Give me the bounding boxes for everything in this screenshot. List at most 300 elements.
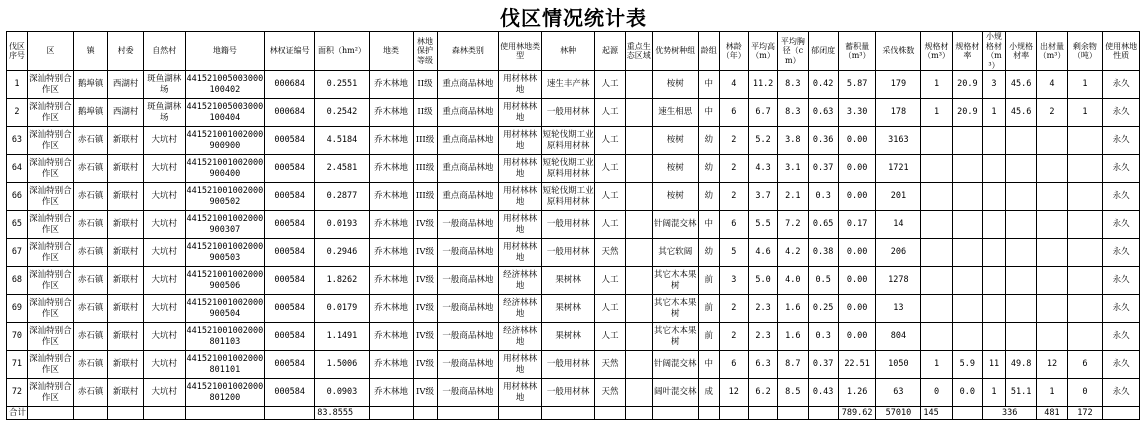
table-cell: 赤石镇 [73,155,107,183]
table-cell: 000584 [265,323,315,351]
table-cell: 3.1 [778,155,808,183]
column-header: 伐区序号 [7,32,28,71]
header-row [7,32,1140,71]
column-header: 重点生态区域 [625,32,652,71]
table-cell: 大坑村 [143,211,185,239]
total-output: 481 [1037,407,1067,420]
table-cell: III级 [413,127,437,155]
table-cell [625,379,652,407]
column-header: 规格材（m³） [921,32,952,71]
table-cell [983,127,1006,155]
table-cell: 20.9 [952,99,982,127]
table-row [7,323,1140,351]
table-cell: 赤石镇 [73,295,107,323]
table-cell: 用材林林地 [499,127,542,155]
table-row [7,295,1140,323]
column-header: 使用林地性质 [1103,32,1140,71]
table-cell [625,323,652,351]
column-header: 郁闭度 [808,32,838,71]
table-cell [1005,267,1036,295]
table-cell: 一般商品林地 [437,239,499,267]
table-cell: 11 [983,351,1006,379]
table-row [7,127,1140,155]
table-cell: 新联村 [108,183,144,211]
table-cell: 针阔混交林 [652,351,698,379]
table-cell: 1.6 [778,295,808,323]
table-cell: 用材林林地 [499,351,542,379]
table-cell: 乔木林地 [369,99,413,127]
table-cell [1037,323,1067,351]
total-label: 合计 [7,407,28,420]
table-cell: 桉树 [652,71,698,99]
table-cell [1067,239,1103,267]
table-cell: 0.2551 [315,71,369,99]
table-cell: 0.00 [838,295,876,323]
table-cell: 永久 [1103,239,1140,267]
table-cell: 乔木林地 [369,155,413,183]
total-stems: 57010 [876,407,921,420]
table-cell: 0.43 [808,379,838,407]
table-cell: 赤石镇 [73,211,107,239]
table-cell: 6.7 [748,99,777,127]
table-cell: 72 [7,379,28,407]
table-cell [983,155,1006,183]
table-cell: 前 [698,323,719,351]
table-cell: 其它木本果树 [652,295,698,323]
table-cell: 441521001002000900504 [185,295,264,323]
table-cell: 深汕特别合作区 [27,379,73,407]
table-cell: 果树林 [542,267,595,295]
table-cell: 桉树 [652,127,698,155]
table-cell: 68 [7,267,28,295]
table-cell: 4.6 [748,239,777,267]
table-cell: 65 [7,211,28,239]
table-cell: 用材林林地 [499,379,542,407]
table-cell: 000584 [265,379,315,407]
table-cell: 果树林 [542,295,595,323]
column-header: 采伐株数 [876,32,921,71]
table-cell: 1 [1067,71,1103,99]
table-cell [1005,323,1036,351]
table-cell: 45.6 [1005,71,1036,99]
table-cell: 1 [1067,99,1103,127]
table-cell: 一般商品林地 [437,295,499,323]
table-cell: 永久 [1103,127,1140,155]
table-cell: 8.3 [778,71,808,99]
table-cell: 人工 [595,295,625,323]
table-cell [952,183,982,211]
column-header: 优势树种组 [652,32,698,71]
table-cell [1005,183,1036,211]
table-cell: 5.0 [748,267,777,295]
table-cell: 000684 [265,71,315,99]
table-cell: 4.0 [778,267,808,295]
table-cell: 乔木林地 [369,379,413,407]
table-cell: 3 [983,71,1006,99]
table-cell: 4.5184 [315,127,369,155]
page-title: 伐区情况统计表 [500,6,647,30]
table-cell: 69 [7,295,28,323]
table-cell: 0.63 [808,99,838,127]
table-cell: 1721 [876,155,921,183]
table-cell: 中 [698,99,719,127]
table-cell: 1 [983,99,1006,127]
table-cell [625,71,652,99]
table-cell: 其它木本果树 [652,323,698,351]
table-cell: 2 [719,155,748,183]
table-cell [952,239,982,267]
table-cell: 中 [698,211,719,239]
table-cell: 新联村 [108,295,144,323]
table-cell: 深汕特别合作区 [27,323,73,351]
table-cell [1005,239,1036,267]
table-cell: 永久 [1103,155,1140,183]
column-header: 镇 [73,32,107,71]
table-cell: 大坑村 [143,295,185,323]
column-header: 地籍号 [185,32,264,71]
table-cell: 441521001002000900307 [185,211,264,239]
column-header: 使用林地类型 [499,32,542,71]
table-cell: 0.2946 [315,239,369,267]
table-row [7,71,1140,99]
column-header: 林地保护等级 [413,32,437,71]
table-cell: 一般商品林地 [437,379,499,407]
table-cell: 幼 [698,127,719,155]
table-cell: 中 [698,71,719,99]
table-cell: 用材林林地 [499,211,542,239]
table-cell: 深汕特别合作区 [27,211,73,239]
table-cell: 大坑村 [143,323,185,351]
table-cell: 2 [719,323,748,351]
table-cell: 大坑村 [143,127,185,155]
table-cell: 用材林林地 [499,99,542,127]
table-cell: 0.2877 [315,183,369,211]
table-cell: 441521001002000900400 [185,155,264,183]
total-volume: 789.62 [838,407,876,420]
table-cell: 1.26 [838,379,876,407]
table-cell: 重点商品林地 [437,99,499,127]
table-cell: 其它木本果树 [652,267,698,295]
table-cell: 0.37 [808,155,838,183]
total-residue: 172 [1067,407,1103,420]
table-cell: 乔木林地 [369,267,413,295]
table-cell: 179 [876,71,921,99]
table-cell: 1.5006 [315,351,369,379]
table-cell: 赤石镇 [73,183,107,211]
table-cell [921,323,952,351]
table-cell: 178 [876,99,921,127]
table-cell: 000584 [265,211,315,239]
table-cell: 441521001002000900900 [185,127,264,155]
table-cell: 3163 [876,127,921,155]
table-cell: 赤石镇 [73,351,107,379]
table-cell: 赤石镇 [73,323,107,351]
table-cell: 12 [719,379,748,407]
table-cell [983,267,1006,295]
table-cell [1005,295,1036,323]
table-cell: 0 [1067,379,1103,407]
table-cell: 4 [1037,71,1067,99]
table-cell [1037,295,1067,323]
table-cell: 速生丰产林 [542,71,595,99]
table-cell [1067,295,1103,323]
table-cell: 大坑村 [143,267,185,295]
column-header: 林种 [542,32,595,71]
table-cell: 1 [1037,379,1067,407]
table-cell: 短轮伐期工业原料用材林 [542,155,595,183]
table-cell: 441521001002000900503 [185,239,264,267]
table-cell: 人工 [595,99,625,127]
table-cell: 重点商品林地 [437,71,499,99]
table-cell: 深汕特别合作区 [27,127,73,155]
table-cell: 0.0179 [315,295,369,323]
table-cell: 0.00 [838,155,876,183]
table-cell: 441521001002000900506 [185,267,264,295]
table-cell: 6.3 [748,351,777,379]
table-cell: 0.00 [838,323,876,351]
table-cell: 8.7 [778,351,808,379]
table-cell: 000584 [265,183,315,211]
table-cell [983,295,1006,323]
table-cell: 果树林 [542,323,595,351]
table-cell: 深汕特别合作区 [27,99,73,127]
table-cell: IV级 [413,351,437,379]
table-cell [1005,155,1036,183]
table-cell: 乔木林地 [369,127,413,155]
table-cell [983,183,1006,211]
table-cell: 2 [7,99,28,127]
table-cell [921,211,952,239]
table-cell [983,323,1006,351]
table-cell: 其它软阔 [652,239,698,267]
table-cell [921,183,952,211]
table-cell: 441521001002000801101 [185,351,264,379]
table-cell [921,267,952,295]
column-header: 剩余物（吨） [1067,32,1103,71]
table-cell [625,295,652,323]
table-cell: 大坑村 [143,155,185,183]
table-cell: 人工 [595,155,625,183]
table-cell: 8.5 [778,379,808,407]
table-row [7,351,1140,379]
table-cell: 1 [921,99,952,127]
table-body [7,71,1140,420]
table-header [7,32,1140,71]
table-cell: 前 [698,295,719,323]
table-cell: 0.5 [808,267,838,295]
table-cell: 深汕特别合作区 [27,155,73,183]
total-row [7,407,1140,420]
table-cell: 深汕特别合作区 [27,183,73,211]
table-cell: 5.87 [838,71,876,99]
table-cell [983,211,1006,239]
table-cell: 深汕特别合作区 [27,295,73,323]
table-cell: 51.1 [1005,379,1036,407]
table-cell: 20.9 [952,71,982,99]
table-cell: 1 [983,379,1006,407]
table-cell: 71 [7,351,28,379]
table-cell: 乔木林地 [369,71,413,99]
table-cell: 经济林林地 [499,323,542,351]
table-cell: 新联村 [108,127,144,155]
table-cell: 永久 [1103,323,1140,351]
table-cell [625,99,652,127]
table-row [7,155,1140,183]
table-cell: 1 [921,351,952,379]
table-cell [625,267,652,295]
table-cell [625,183,652,211]
table-row [7,99,1140,127]
table-cell: 2.3 [748,323,777,351]
table-cell: 22.51 [838,351,876,379]
column-header: 小规格材率 [1005,32,1036,71]
table-cell: 用材林林地 [499,155,542,183]
table-cell [625,239,652,267]
table-cell [921,295,952,323]
table-cell: 永久 [1103,379,1140,407]
table-cell: 3.8 [778,127,808,155]
table-cell: 一般商品林地 [437,267,499,295]
table-cell: 新联村 [108,211,144,239]
table-cell: 永久 [1103,267,1140,295]
table-cell: 11.2 [748,71,777,99]
table-cell: 幼 [698,183,719,211]
table-cell: 斑鱼湖林场 [143,99,185,127]
table-cell: IV级 [413,295,437,323]
table-cell: 短轮伐期工业原料用材林 [542,183,595,211]
table-cell: 64 [7,155,28,183]
table-cell [1037,267,1067,295]
table-cell: 乔木林地 [369,323,413,351]
table-row [7,183,1140,211]
table-cell: 000584 [265,127,315,155]
total-area: 83.8555 [315,407,369,420]
table-cell: 49.8 [1005,351,1036,379]
table-cell [1037,127,1067,155]
table-cell: II级 [413,99,437,127]
table-cell: 乔木林地 [369,239,413,267]
table-cell: 804 [876,323,921,351]
column-header: 自然村 [143,32,185,71]
table-cell: 3.7 [748,183,777,211]
table-cell: 0.36 [808,127,838,155]
table-cell: 0.38 [808,239,838,267]
table-cell [625,155,652,183]
table-cell: 永久 [1103,99,1140,127]
table-row [7,239,1140,267]
column-header: 森林类别 [437,32,499,71]
table-cell: 重点商品林地 [437,183,499,211]
table-cell: 441521001002000801200 [185,379,264,407]
table-cell: 13 [876,295,921,323]
table-cell: 2 [1037,99,1067,127]
table-cell: 一般商品林地 [437,351,499,379]
table-cell: 0.42 [808,71,838,99]
table-cell: 12 [1037,351,1067,379]
table-cell: 西湖村 [108,99,144,127]
table-cell: 4 [719,71,748,99]
table-cell: 永久 [1103,211,1140,239]
table-cell: 14 [876,211,921,239]
table-cell: 000584 [265,267,315,295]
table-cell: 0.00 [838,127,876,155]
column-header: 规格材率 [952,32,982,71]
column-header: 小规格材（m³） [983,32,1006,71]
table-cell: 乔木林地 [369,211,413,239]
table-cell: 2 [719,127,748,155]
column-header: 林权证编号 [265,32,315,71]
table-cell: 赤石镇 [73,267,107,295]
column-header: 起源 [595,32,625,71]
table-cell: 201 [876,183,921,211]
table-cell: 206 [876,239,921,267]
table-cell: 用材林林地 [499,239,542,267]
table-cell: 0.00 [838,267,876,295]
table-cell: 0.3 [808,323,838,351]
table-cell [1005,211,1036,239]
table-cell: 5.2 [748,127,777,155]
table-cell: 新联村 [108,323,144,351]
table-cell: 赤石镇 [73,127,107,155]
table-cell: 大坑村 [143,239,185,267]
table-cell: 一般用材林 [542,211,595,239]
table-cell: 乔木林地 [369,183,413,211]
table-cell [1067,211,1103,239]
table-cell: 桉树 [652,155,698,183]
table-cell: 人工 [595,323,625,351]
table-cell: 短轮伐期工业原料用材林 [542,127,595,155]
table-cell: IV级 [413,379,437,407]
table-cell: 针阔混交林 [652,211,698,239]
table-cell [921,127,952,155]
table-cell: 2 [719,183,748,211]
table-cell [1067,323,1103,351]
table-cell: 5 [719,239,748,267]
table-cell [952,211,982,239]
table-cell: II级 [413,71,437,99]
table-cell: 斑鱼湖林场 [143,71,185,99]
table-cell [625,351,652,379]
table-cell [1067,267,1103,295]
table-cell: 0.37 [808,351,838,379]
table-cell: 2.4581 [315,155,369,183]
column-header: 蓄积量（m³） [838,32,876,71]
table-cell: 乔木林地 [369,351,413,379]
table-cell: 441521005003000100404 [185,99,264,127]
table-cell: 重点商品林地 [437,127,499,155]
table-cell [1037,211,1067,239]
column-header: 村委 [108,32,144,71]
table-cell [952,323,982,351]
table-cell: 新联村 [108,239,144,267]
table-cell: 天然 [595,379,625,407]
table-cell: 赤石镇 [73,379,107,407]
table-cell [921,155,952,183]
table-cell: 经济林林地 [499,267,542,295]
table-cell: III级 [413,183,437,211]
table-cell: 前 [698,267,719,295]
table-cell [1037,155,1067,183]
table-cell [1067,127,1103,155]
table-cell [952,155,982,183]
table-cell: 0.2542 [315,99,369,127]
table-cell [952,295,982,323]
table-cell [625,211,652,239]
table-cell: 1 [7,71,28,99]
table-cell: 成 [698,379,719,407]
table-cell: 鹅埠镇 [73,99,107,127]
table-cell: 新联村 [108,351,144,379]
